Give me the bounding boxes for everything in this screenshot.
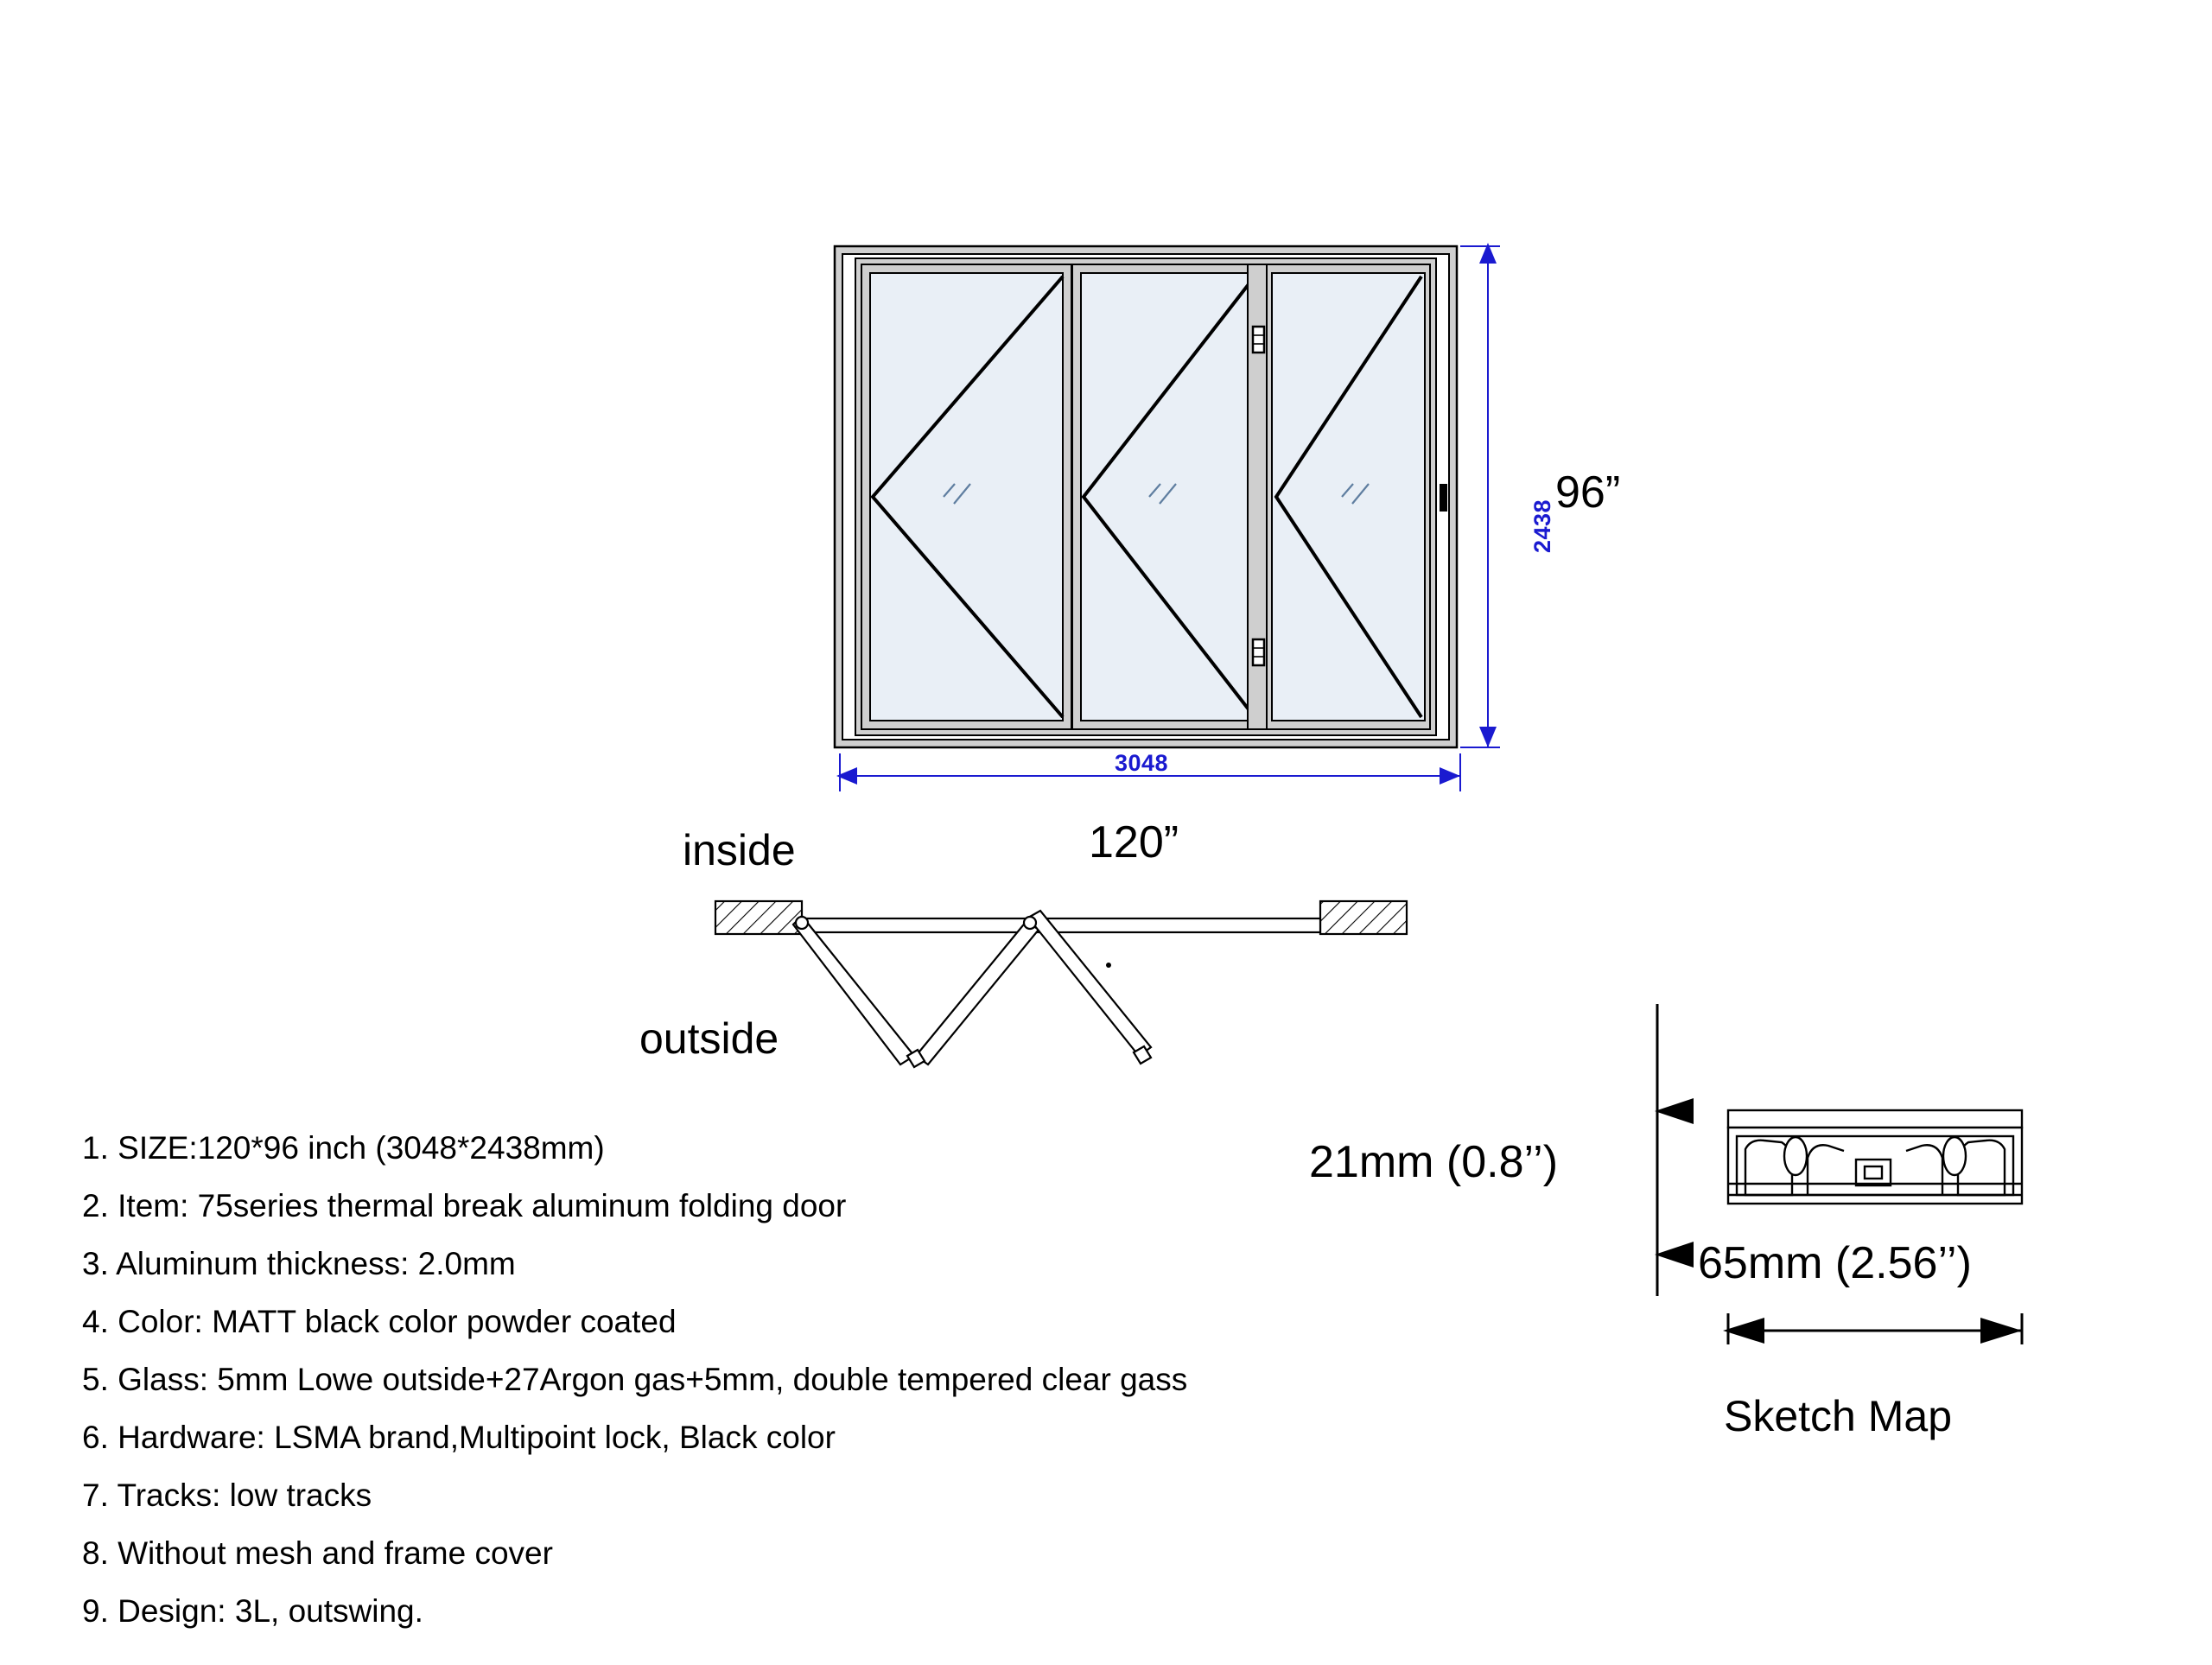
door-panel-3 (1267, 264, 1430, 729)
spec-item: 3. Aluminum thickness: 2.0mm (82, 1246, 516, 1281)
plan-inside-label: inside (683, 826, 796, 874)
spec-item: 9. Design: 3L, outswing. (82, 1593, 423, 1629)
plan-view (715, 901, 1407, 1067)
spec-item: 7. Tracks: low tracks (82, 1478, 372, 1513)
door-panel-2 (1072, 264, 1264, 729)
profile-width-label: 65mm (2.56’’) (1698, 1238, 1972, 1288)
dimension-width-inch: 120” (1089, 817, 1179, 867)
door-panel-1 (861, 264, 1071, 729)
wall-right (1320, 901, 1407, 934)
spec-item: 8. Without mesh and frame cover (82, 1535, 553, 1571)
specification-list (82, 1132, 1465, 1653)
dimension-height-mm: 2438 (1529, 499, 1555, 553)
plan-folded-leaves (793, 911, 1151, 1064)
spec-item: 5. Glass: 5mm Lowe outside+27Argon gas+5mm, double tempered clear gass (82, 1362, 1188, 1397)
plan-dot (1106, 963, 1111, 968)
profile-sketch (1657, 1004, 2022, 1344)
dimension-width-mm: 3048 (1115, 750, 1169, 776)
sketch-map-caption: Sketch Map (1724, 1392, 1953, 1440)
wall-left (715, 901, 802, 934)
spec-item: 1. SIZE:120*96 inch (3048*2438mm) (82, 1130, 605, 1166)
profile-depth-label: 21mm (0.8’’) (1309, 1137, 1559, 1187)
plan-leaf-long (802, 918, 1320, 932)
spec-item: 6. Hardware: LSMA brand,Multipoint lock, Black color (82, 1420, 836, 1455)
dimension-height-inch: 96” (1555, 467, 1621, 518)
plan-outside-label: outside (639, 1014, 779, 1063)
spec-item: 2. Item: 75series thermal break aluminum folding door (82, 1188, 847, 1223)
door-elevation (835, 246, 1500, 791)
spec-item: 4. Color: MATT black color powder coated (82, 1304, 677, 1339)
door-handle (1440, 484, 1447, 512)
